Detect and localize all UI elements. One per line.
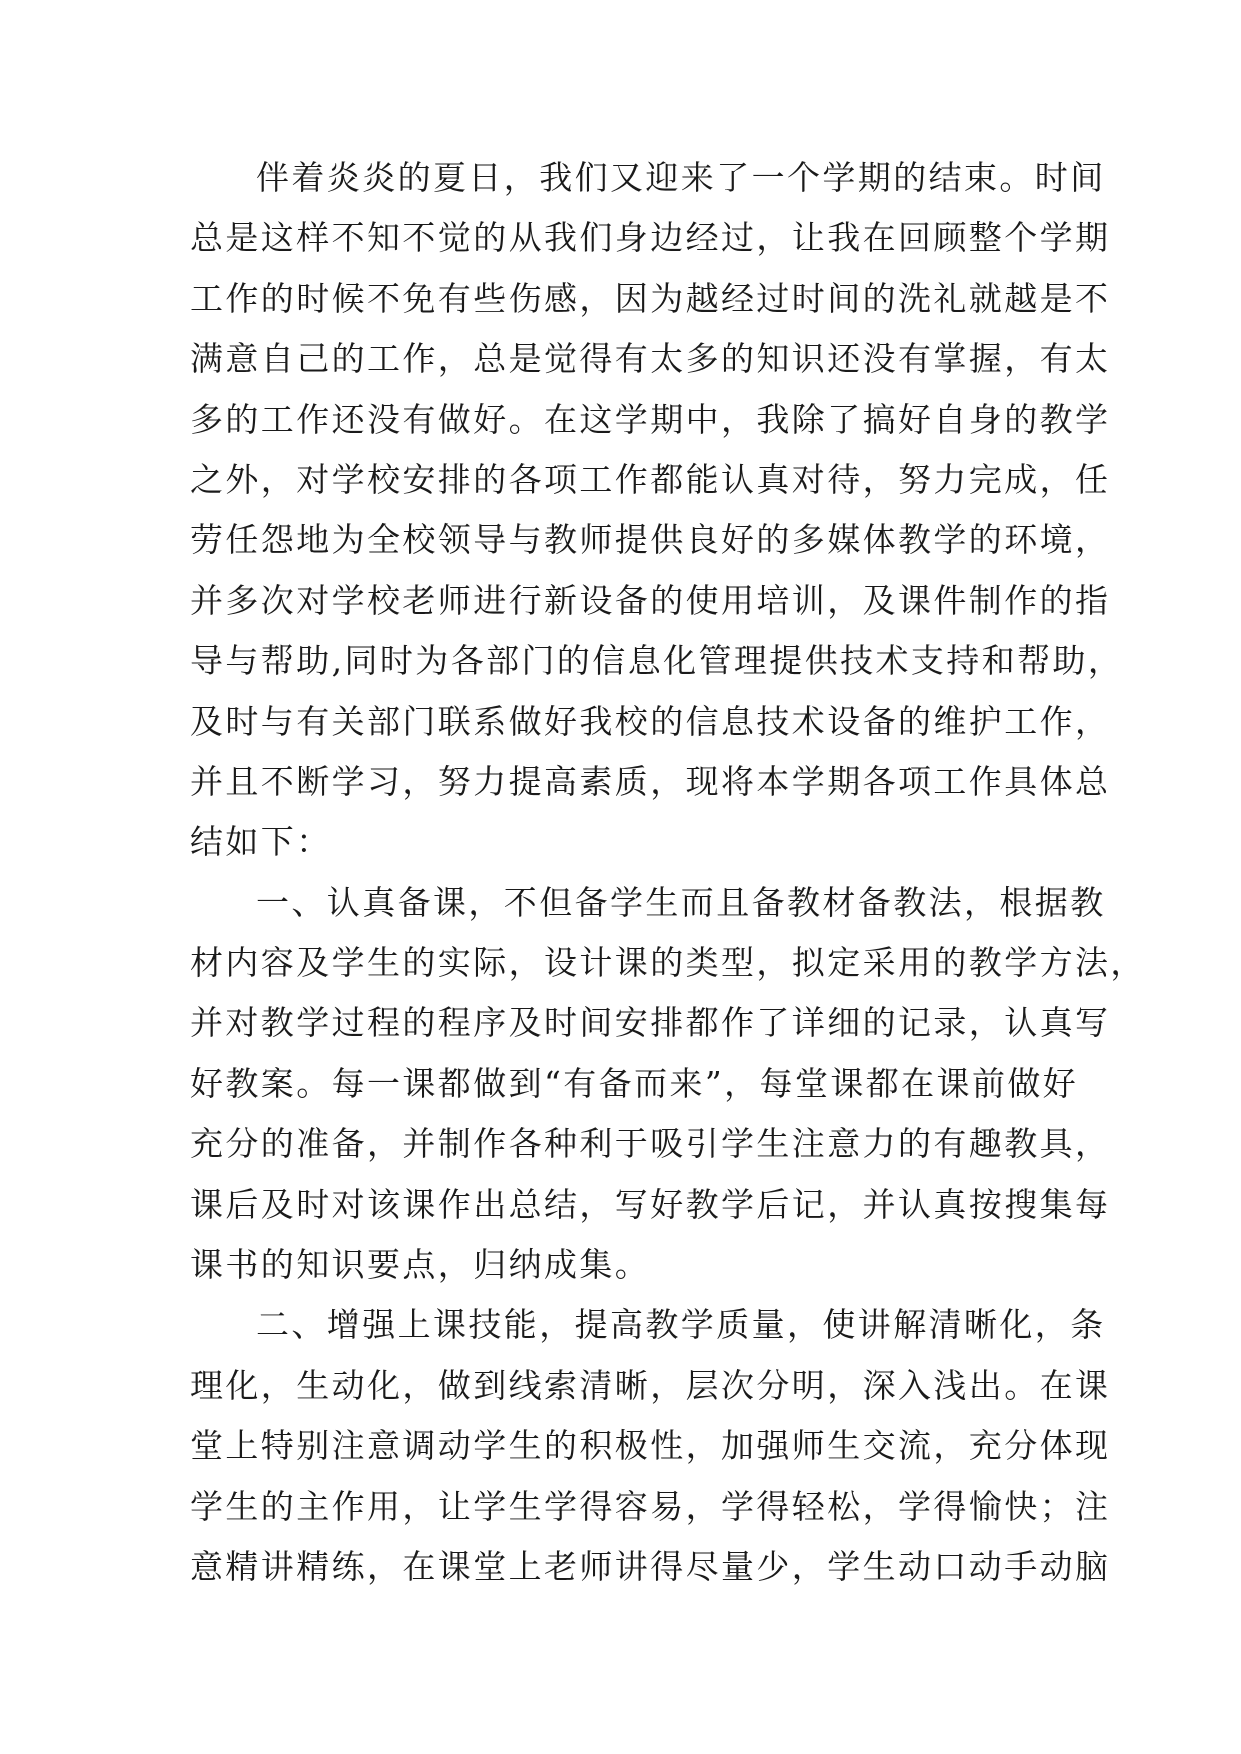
text-line: 学生的主作用，让学生学得容易，学得轻松，学得愉快；注: [190, 1486, 1111, 1526]
text-line: 并多次对学校老师进行新设备的使用培训，及课件制作的指: [190, 580, 1111, 620]
text-line: 之外，对学校安排的各项工作都能认真对待，努力完成，任: [190, 459, 1111, 499]
text-line: 导与帮助,同时为各部门的信息化管理提供技术支持和帮助，: [190, 641, 1124, 681]
paragraph-first-line: 伴着炎炎的夏日，我们又迎来了一个学期的结束。时间: [256, 158, 1106, 197]
text-line: 结如下：: [190, 822, 332, 862]
text-line: 多的工作还没有做好。在这学期中，我除了搞好自身的教学: [190, 399, 1111, 439]
text-line: 并且不断学习，努力提高素质，现将本学期各项工作具体总: [190, 761, 1111, 801]
text-line: 课后及时对该课作出总结，写好教学后记，并认真按搜集每: [190, 1184, 1111, 1224]
text-line: 材内容及学生的实际，设计课的类型，拟定采用的教学方法，: [190, 943, 1146, 983]
text-line: 堂上特别注意调动学生的积极性，加强师生交流，充分体现: [190, 1426, 1111, 1466]
text-line: 劳任怨地为全校领导与教师提供良好的多媒体教学的环境，: [190, 520, 1111, 560]
text-line: 总是这样不知不觉的从我们身边经过，让我在回顾整个学期: [190, 218, 1111, 258]
text-line: 充分的准备，并制作各种利于吸引学生注意力的有趣教具，: [190, 1124, 1111, 1164]
text-line: 好教案。每一课都做到“有备而来”，每堂课都在课前做好: [190, 1063, 1079, 1103]
text-line: 并对教学过程的程序及时间安排都作了详细的记录，认真写: [190, 1003, 1111, 1043]
text-line: 工作的时候不免有些伤感，因为越经过时间的洗礼就越是不: [190, 278, 1111, 318]
document-body: [190, 158, 1146, 1607]
paragraph-first-line: 一、认真备课，不但备学生而且备教材备教法，根据教: [256, 882, 1106, 922]
paragraph-first-line: 二、增强上课技能，提高教学质量，使讲解清晰化，条: [256, 1305, 1106, 1345]
text-line: 课书的知识要点，归纳成集。: [190, 1245, 651, 1285]
text-line: 满意自己的工作，总是觉得有太多的知识还没有掌握，有太: [190, 339, 1111, 379]
text-line: 及时与有关部门联系做好我校的信息技术设备的维护工作，: [190, 701, 1111, 741]
text-line: 意精讲精练，在课堂上老师讲得尽量少，学生动口动手动脑: [190, 1546, 1111, 1586]
text-line: 理化，生动化，做到线索清晰，层次分明，深入浅出。在课: [190, 1365, 1111, 1405]
